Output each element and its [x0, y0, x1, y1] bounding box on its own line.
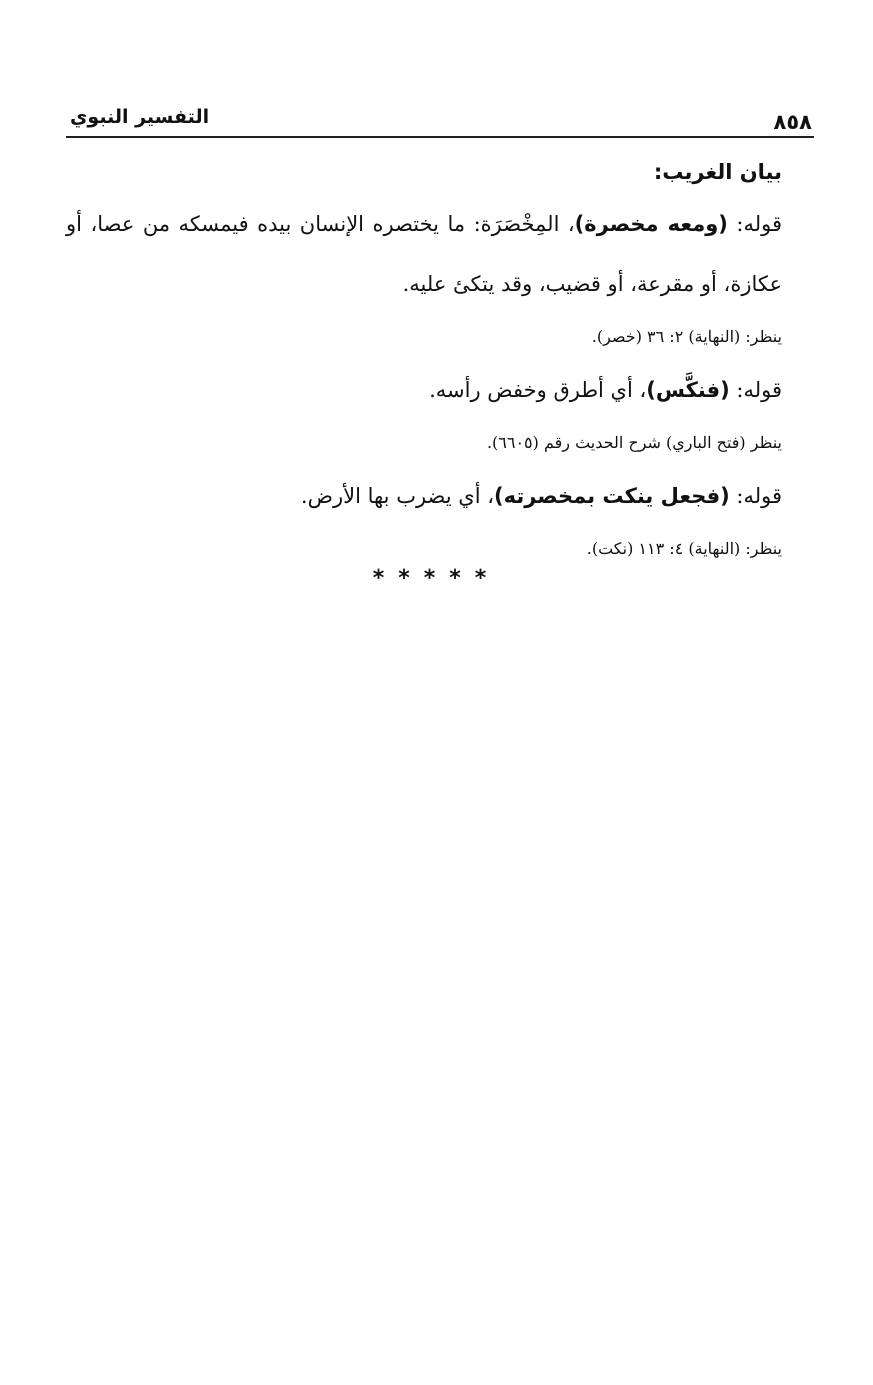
paragraph-mikhsara [66, 194, 782, 314]
section-separator: ***** [372, 566, 501, 591]
page-number: ٨٥٨ [773, 110, 812, 134]
para-lead: قوله: [727, 212, 782, 236]
para-lead: قوله: [729, 378, 782, 402]
paragraph-yankut [66, 466, 782, 526]
page-body [66, 150, 782, 572]
para-text: ، المِخْصَرَة: ما يختصره الإنسان بيده فيمسكه من عصا، أو عكازة، أو مقرعة، أو قضيب، وقد يتكئ عليه. [66, 212, 782, 296]
para-text: ، أي أطرق وخفض رأسه. [429, 378, 647, 402]
header-divider [66, 136, 814, 138]
reference-note: ينظر: (النهاية) ٢: ٣٦ (خصر). [591, 327, 782, 346]
reference-note: ينظر (فتح الباري) شرح الحديث رقم (٦٦٠٥). [486, 433, 782, 452]
reference-note: ينظر: (النهاية) ٤: ١١٣ (نكت). [586, 539, 782, 558]
para-text: ، أي يضرب بها الأرض. [300, 484, 495, 508]
running-title: التفسير النبوي [70, 106, 210, 128]
quoted-term: (ومعه مخصرة) [574, 212, 728, 236]
page-header [66, 104, 814, 138]
para-lead: قوله: [729, 484, 782, 508]
section-heading: بيان الغريب: [653, 160, 782, 184]
paragraph-nakkasa [66, 360, 782, 420]
quoted-term: (فنكَّس) [646, 378, 730, 402]
quoted-term: (فجعل ينكت بمخصرته) [494, 484, 730, 508]
